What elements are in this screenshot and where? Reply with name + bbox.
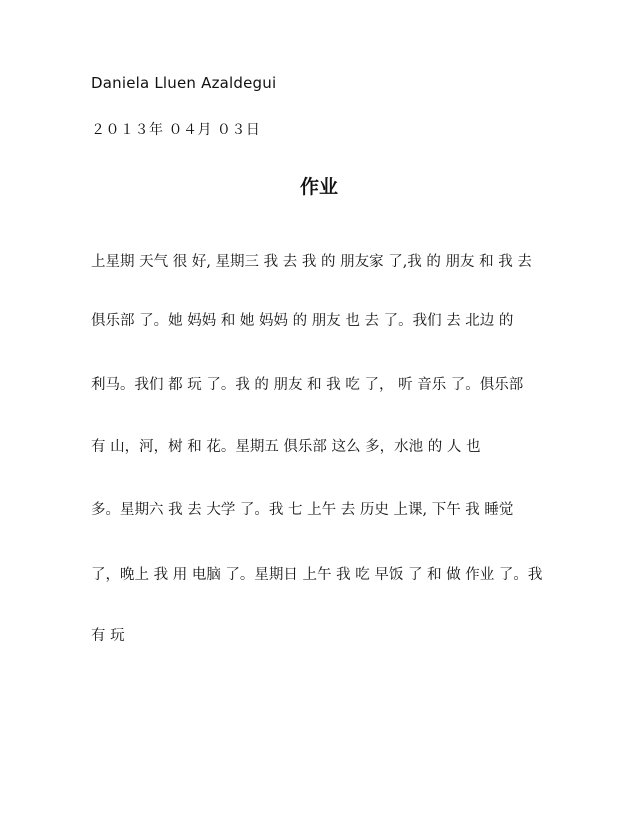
paragraph-line: 上星期 天气 很 好, 星期三 我 去 我 的 朋友家 了,我 的 朋友 和 我 去: [91, 254, 532, 270]
author-name: Daniela Lluen Azaldegui: [91, 74, 277, 92]
document-date: ２０１３年 ０４月 ０３日: [91, 122, 261, 138]
document-title: 作业: [299, 176, 338, 198]
paragraph-line: 了，晚上 我 用 电脑 了。星期日 上午 我 吃 早饭 了 和 做 作业 了。我: [91, 567, 543, 583]
paragraph-line: 多。星期六 我 去 大学 了。我 七 上午 去 历史 上课, 下午 我 睡觉: [91, 502, 514, 518]
paragraph-line: 有 玩: [91, 628, 125, 644]
paragraph-line: 利马。我们 都 玩 了。我 的 朋友 和 我 吃 了， 听 音乐 了。俱乐部: [91, 377, 524, 393]
paragraph-line: 有 山，河，树 和 花。星期五 俱乐部 这么 多，水池 的 人 也: [91, 439, 481, 455]
paragraph-line: 俱乐部 了。她 妈妈 和 她 妈妈 的 朋友 也 去 了。我们 去 北边 的: [91, 313, 514, 329]
